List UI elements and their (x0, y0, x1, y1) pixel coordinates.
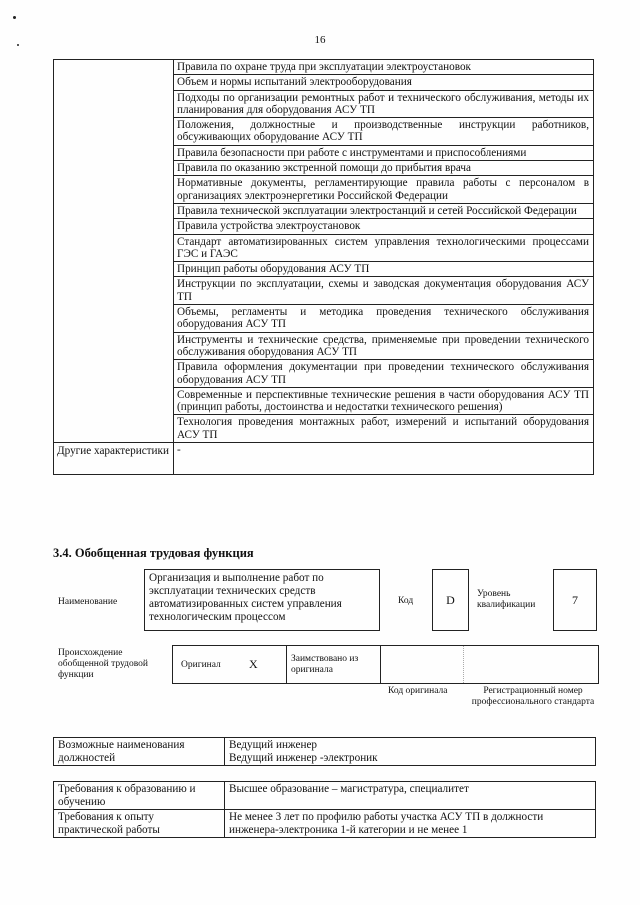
knowledge-item: Правила устройства электроустановок (174, 219, 594, 234)
knowledge-table (53, 59, 594, 475)
knowledge-item: Правила оформления документации при проведении технического обслуживания оборудования АСУ ТП (174, 360, 594, 388)
knowledge-item: Правила по оказанию экстренной помощи до прибытия врача (174, 161, 594, 176)
knowledge-item: Стандарт автоматизированных систем управления технологическими процессами ГЭС и ГАЭС (174, 234, 594, 262)
knowledge-item: Инструкции по эксплуатации, схемы и заводская документация оборудования АСУ ТП (174, 277, 594, 305)
positions-values (225, 738, 596, 766)
origin-label: Происхождение обобщенной трудовой функции (58, 648, 148, 680)
knowledge-label-cell (54, 60, 174, 443)
other-characteristics-value: - (174, 443, 594, 475)
knowledge-item: Инструменты и технические средства, применяемые при проведении технического обслуживания оборудования АСУ ТП (174, 332, 594, 360)
other-characteristics-label: Другие характеристики (54, 443, 174, 475)
original-code-caption: Код оригинала (388, 686, 448, 696)
function-name-box (144, 569, 380, 631)
original-label: Оригинал (181, 660, 221, 670)
experience-row (54, 810, 596, 838)
knowledge-item: Объемы, регламенты и методика проведения технического обслуживания оборудования АСУ ТП (174, 305, 594, 333)
name-label: Наименование (58, 597, 118, 607)
knowledge-item: Технология проведения монтажных работ, измерений и испытаний оборудования АСУ ТП (174, 415, 594, 443)
scan-speck (13, 16, 16, 19)
positions-table (53, 737, 596, 766)
knowledge-item: Нормативные документы, регламентирующие правила работы с персоналом в организациях электроэнергетики Российской Федерации (174, 176, 594, 204)
scan-speck (17, 44, 19, 46)
knowledge-item: Подходы по организации ремонтных работ и технического обслуживания, методы их планирования для оборудования АСУ ТП (174, 90, 594, 118)
qualification-level-box (553, 569, 597, 631)
knowledge-item: Принцип работы оборудования АСУ ТП (174, 262, 594, 277)
function-name: Организация и выполнение работ по эксплуатации технических средств автоматизированных систем управления технологическим процессом (149, 572, 342, 623)
experience-value: Не менее 3 лет по профилю работы участка АСУ ТП в должности инженера-электроника 1-й категории и не менее 1 (225, 810, 596, 838)
experience-label: Требования к опыту практической работы (54, 810, 225, 838)
requirements-table (53, 781, 596, 838)
origin-box (172, 645, 599, 684)
education-value: Высшее образование – магистратура, специалитет (225, 782, 596, 810)
registration-number-caption: Регистрационный номер профессионального стандарта (471, 686, 595, 707)
code-box (432, 569, 469, 631)
code-label: Код (398, 596, 414, 606)
positions-label: Возможные наименования должностей (54, 738, 225, 766)
knowledge-item: Положения, должностные и производственные инструкции работников, обсуживающих оборудование АСУ ТП (174, 118, 594, 146)
knowledge-item: Правила по охране труда при эксплуатации электроустановок (174, 60, 594, 75)
knowledge-row (54, 60, 594, 75)
education-label: Требования к образованию и обучению (54, 782, 225, 810)
page-number: 16 (314, 34, 326, 46)
positions-row (54, 738, 596, 766)
education-row (54, 782, 596, 810)
other-characteristics-row (54, 443, 594, 475)
knowledge-item: Правила безопасности при работе с инструментами и приспособлениями (174, 145, 594, 160)
knowledge-item: Современные и перспективные технические решения в части оборудования АСУ ТП (принцип работы, достоинства и недостатки технического решения) (174, 387, 594, 415)
knowledge-item: Объем и нормы испытаний электрооборудования (174, 75, 594, 90)
position-name: Ведущий инженер (229, 739, 318, 751)
code-value: D (446, 593, 455, 607)
position-name: Ведущий инженер -электроник (229, 751, 378, 764)
section-title: 3.4. Обобщенная трудовая функция (53, 546, 254, 560)
borrowed-label: Заимствовано из оригинала (291, 654, 359, 675)
knowledge-item: Правила технической эксплуатации электростанций и сетей Российской Федерации (174, 203, 594, 218)
original-mark: X (249, 657, 258, 671)
qualification-level-value: 7 (572, 593, 578, 607)
qualification-level-label: Уровень квалификации (477, 589, 536, 610)
